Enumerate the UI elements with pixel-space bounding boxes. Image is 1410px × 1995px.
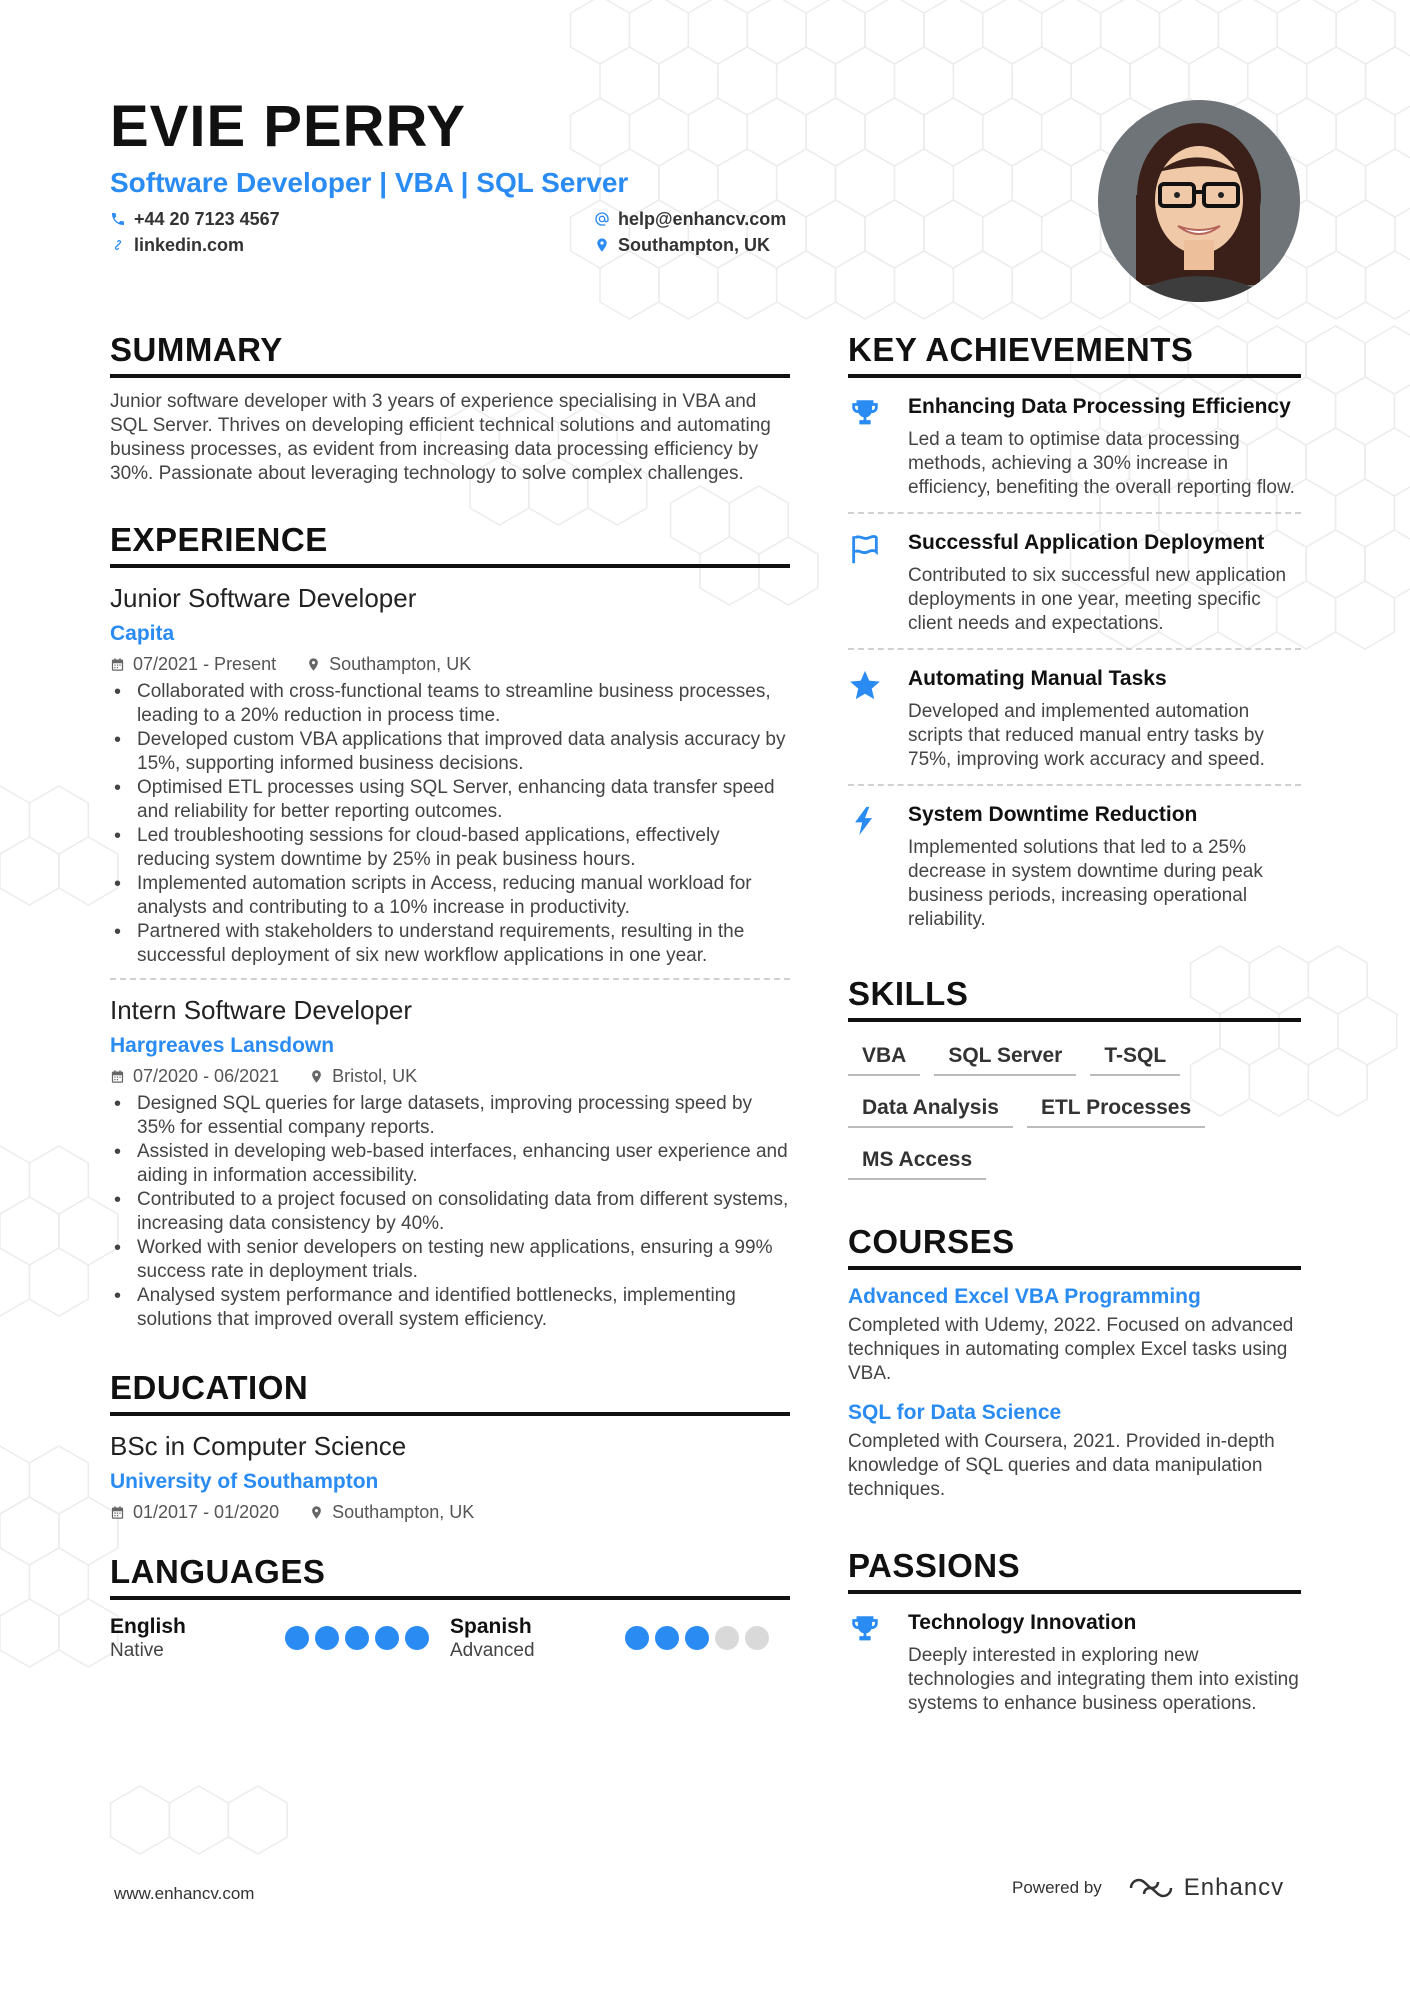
linkedin-contact[interactable] [110, 232, 244, 258]
experience-entry [110, 994, 790, 1332]
rating-dot-filled [375, 1626, 399, 1650]
languages-heading: LANGUAGES [110, 1552, 790, 1600]
location-pin-icon [309, 1069, 324, 1084]
skills-heading: SKILLS [848, 974, 1301, 1022]
rating-dot-empty [715, 1626, 739, 1650]
course-desc: Completed with Coursera, 2021. Provided in-depth knowledge of SQL queries and data manipulation techniques. [848, 1431, 1275, 1500]
list-item: • Collaborated with cross-functional teams to streamline business processes, leading to a 20% reduction in process time. [110, 680, 790, 728]
course-title: SQL for Data Science [848, 1401, 1062, 1424]
job-meta [110, 1064, 790, 1088]
rating-dot-filled [655, 1626, 679, 1650]
at-icon [594, 211, 610, 227]
job-dates: 07/2020 - 06/2021 [133, 1066, 280, 1086]
achievement-title: Enhancing Data Processing Efficiency [908, 395, 1291, 418]
flag-icon [848, 532, 882, 566]
link-icon [110, 237, 126, 253]
rating-dot-filled [625, 1626, 649, 1650]
education-location: Southampton, UK [332, 1502, 475, 1522]
passion-item [848, 1594, 1301, 1728]
courses-section [848, 1222, 1301, 1502]
footer-branding [1012, 1874, 1284, 1902]
brand-logo[interactable] [1128, 1874, 1284, 1902]
calendar-icon [110, 657, 125, 672]
summary-heading: SUMMARY [110, 330, 790, 378]
location-pin-icon [594, 237, 610, 253]
language-item [110, 1614, 450, 1663]
calendar-icon [110, 1069, 125, 1084]
job-bullets [110, 680, 790, 968]
rating-dot-filled [345, 1626, 369, 1650]
phone-text: +44 20 7123 4567 [134, 208, 280, 229]
achievement-desc: Developed and implemented automation scripts that reduced manual entry tasks by 75%, improving work accuracy and speed. [908, 701, 1265, 770]
left-column [110, 330, 790, 1663]
company-name: Hargreaves Lansdown [110, 1034, 335, 1057]
company-name: Capita [110, 622, 175, 645]
language-level: Advanced [450, 1640, 535, 1661]
job-location: Bristol, UK [332, 1066, 418, 1086]
trophy-icon [848, 396, 882, 430]
enhancv-logo-icon [1128, 1875, 1174, 1901]
footer-website[interactable]: www.enhancv.com [114, 1884, 255, 1903]
achievement-desc: Contributed to six successful new application deployments in one year, meeting specific client needs and expectations. [908, 565, 1287, 634]
list-item: • Assisted in developing web-based interfaces, enhancing user experience and aiding in information accessibility. [110, 1140, 790, 1188]
rating-dot-filled [685, 1626, 709, 1650]
school-name: University of Southampton [110, 1470, 379, 1493]
star-icon [848, 668, 882, 702]
education-section [110, 1368, 790, 1524]
divider [110, 978, 790, 980]
location-text: Southampton, UK [618, 234, 770, 255]
skill-tag: MS Access [848, 1138, 986, 1180]
education-dates: 01/2017 - 01/2020 [133, 1502, 280, 1522]
skill-tag: SQL Server [934, 1034, 1076, 1076]
list-item: • Designed SQL queries for large datasets, improving processing speed by 35% for essential company reports. [110, 1092, 790, 1140]
passion-desc: Deeply interested in exploring new technologies and integrating them into existing systems to enhance business operations. [908, 1645, 1299, 1714]
achievement-item [848, 514, 1301, 650]
job-title: Intern Software Developer [110, 995, 413, 1025]
phone-contact[interactable] [110, 206, 280, 232]
degree-title: BSc in Computer Science [110, 1431, 407, 1461]
experience-heading: EXPERIENCE [110, 520, 790, 568]
skill-tag: Data Analysis [848, 1086, 1013, 1128]
language-item [450, 1614, 790, 1663]
language-name: Spanish [450, 1615, 532, 1638]
job-meta [110, 652, 790, 676]
languages-list [110, 1614, 790, 1663]
list-item: • Implemented automation scripts in Access, reducing manual workload for analysts and contributing to a 10% increase in productivity. [110, 872, 790, 920]
courses-heading: COURSES [848, 1222, 1301, 1270]
achievement-item [848, 786, 1301, 944]
course-desc: Completed with Udemy, 2022. Focused on advanced techniques in automating complex Excel tasks using VBA. [848, 1315, 1294, 1384]
job-dates: 07/2021 - Present [133, 654, 277, 674]
list-item: • Worked with senior developers on testing new applications, ensuring a 99% success rate in deployment trials. [110, 1236, 790, 1284]
achievements-heading: KEY ACHIEVEMENTS [848, 330, 1301, 378]
language-rating [625, 1626, 769, 1663]
job-bullets [110, 1092, 790, 1332]
course-title: Advanced Excel VBA Programming [848, 1285, 1201, 1308]
achievement-title: Automating Manual Tasks [908, 667, 1167, 690]
achievement-desc: Implemented solutions that led to a 25% decrease in system downtime during peak business periods, increasing operational reliability. [908, 837, 1263, 930]
trophy-icon [848, 1612, 882, 1646]
education-heading: EDUCATION [110, 1368, 790, 1416]
candidate-name: EVIE PERRY [110, 94, 466, 159]
achievement-item [848, 650, 1301, 786]
skill-tag: ETL Processes [1027, 1086, 1205, 1128]
email-text: help@enhancv.com [618, 208, 787, 229]
rating-dot-filled [285, 1626, 309, 1650]
lightning-icon [848, 804, 882, 838]
list-item: • Optimised ETL processes using SQL Server, enhancing data transfer speed and reliability for better reporting outcomes. [110, 776, 790, 824]
candidate-title: Software Developer | VBA | SQL Server [110, 167, 629, 198]
powered-by-text: Powered by [1012, 1878, 1102, 1897]
list-item: • Analysed system performance and identified bottlenecks, implementing solutions that improved overall system efficiency. [110, 1284, 790, 1332]
passion-title: Technology Innovation [908, 1611, 1137, 1634]
list-item: • Partnered with stakeholders to understand requirements, resulting in the successful deployment of six new workflow applications in one year. [110, 920, 790, 968]
achievement-desc: Led a team to optimise data processing methods, achieving a 30% increase in efficiency, benefiting the overall reporting flow. [908, 429, 1295, 498]
email-contact[interactable] [594, 206, 786, 232]
summary-section [110, 330, 790, 486]
brand-name: Enhancv [1183, 1874, 1285, 1901]
experience-section [110, 520, 790, 1332]
location-pin-icon [306, 657, 321, 672]
contact-info [110, 206, 810, 262]
rating-dot-filled [405, 1626, 429, 1650]
summary-text: Junior software developer with 3 years of experience specialising in VBA and SQL Server. Thrives on developing efficient technical solutions and automating business processes, as evident from increasing data processing efficiency by 30%. Passionate about leveraging technology to solve complex challenges. [110, 391, 771, 484]
skill-tag: T-SQL [1090, 1034, 1180, 1076]
resume-header [110, 92, 810, 262]
calendar-icon [110, 1505, 125, 1520]
rating-dot-empty [745, 1626, 769, 1650]
list-item: • Developed custom VBA applications that improved data analysis accuracy by 15%, supporting informed business decisions. [110, 728, 790, 776]
skills-list [848, 1034, 1301, 1180]
language-rating [285, 1626, 429, 1663]
skills-section [848, 974, 1301, 1180]
avatar [1098, 100, 1300, 302]
language-level: Native [110, 1640, 164, 1661]
achievement-title: Successful Application Deployment [908, 531, 1265, 554]
right-column [848, 330, 1301, 1728]
passions-heading: PASSIONS [848, 1546, 1301, 1594]
achievement-item [848, 378, 1301, 514]
passions-section [848, 1546, 1301, 1728]
job-location: Southampton, UK [329, 654, 472, 674]
skill-tag: VBA [848, 1034, 920, 1076]
languages-section [110, 1552, 790, 1663]
achievements-section [848, 330, 1301, 944]
location-contact [594, 232, 770, 258]
location-pin-icon [309, 1505, 324, 1520]
job-title: Junior Software Developer [110, 583, 417, 613]
education-meta [110, 1500, 790, 1524]
list-item: • Contributed to a project focused on consolidating data from different systems, increasing data consistency by 40%. [110, 1188, 790, 1236]
phone-icon [110, 211, 126, 227]
experience-entry [110, 582, 790, 968]
language-name: English [110, 1615, 186, 1638]
achievement-title: System Downtime Reduction [908, 803, 1198, 826]
list-item: • Led troubleshooting sessions for cloud-based applications, effectively reducing system downtime by 25% in peak business hours. [110, 824, 790, 872]
rating-dot-filled [315, 1626, 339, 1650]
linkedin-text: linkedin.com [134, 234, 245, 255]
